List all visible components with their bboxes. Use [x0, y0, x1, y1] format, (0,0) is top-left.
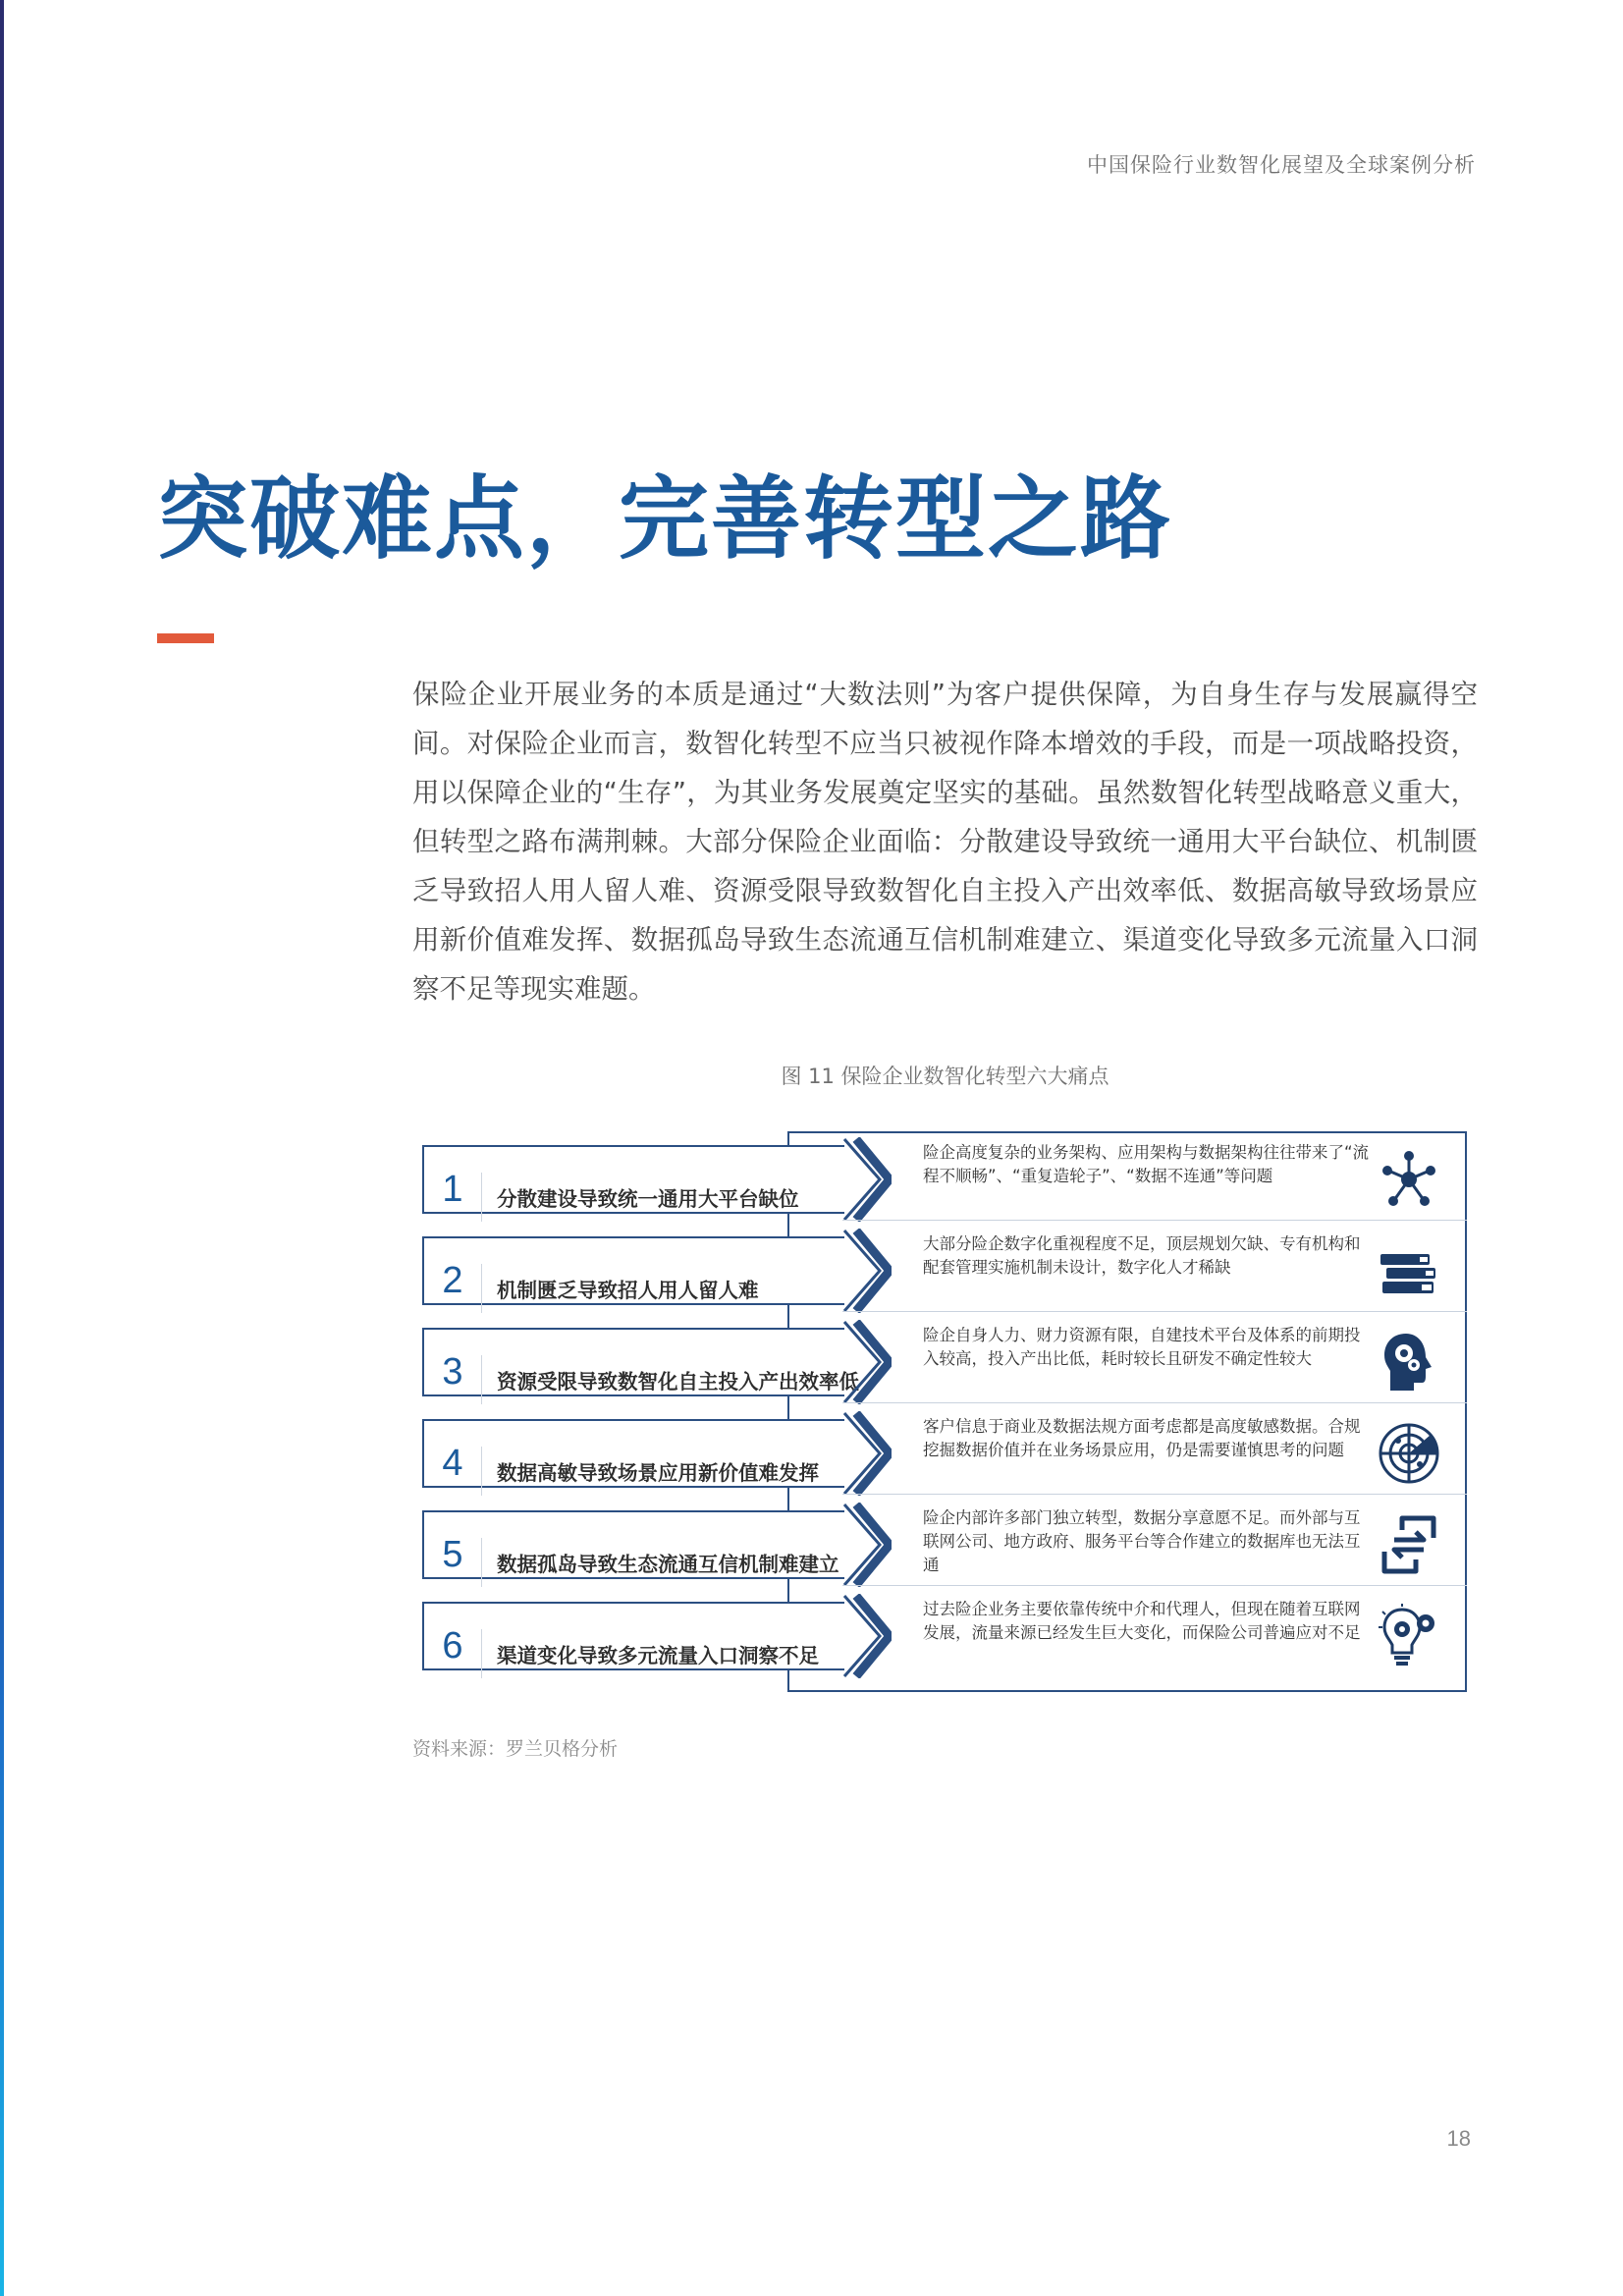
head-gears-icon — [1377, 1330, 1441, 1394]
pain-point-label: 资源受限导致数智化自主投入产出效率低 — [497, 1370, 859, 1394]
pain-point-number: 1 — [442, 1169, 463, 1210]
pain-point-row — [420, 1312, 1469, 1403]
page-number: 18 — [1446, 2126, 1471, 2151]
page-title: 突破难点，完善转型之路 — [157, 466, 1173, 572]
pain-point-row — [420, 1221, 1469, 1312]
running-header: 中国保险行业数智化展望及全球案例分析 — [1087, 153, 1476, 177]
chevron-right-icon — [840, 1503, 892, 1587]
pain-point-label: 机制匮乏导致招人用人留人难 — [497, 1279, 759, 1302]
pain-point-bar — [422, 1419, 844, 1488]
pain-point-label: 渠道变化导致多元流量入口洞察不足 — [497, 1644, 819, 1667]
title-accent-bar — [157, 633, 214, 643]
network-nodes-icon — [1377, 1147, 1441, 1212]
left-edge-stripe — [0, 0, 4, 2296]
pain-point-bar — [422, 1602, 844, 1670]
source-note: 资料来源：罗兰贝格分析 — [412, 1738, 619, 1760]
pain-point-bar — [422, 1510, 844, 1579]
pain-point-number: 6 — [442, 1625, 463, 1667]
pain-point-number: 2 — [442, 1260, 463, 1301]
pain-point-bar — [422, 1236, 844, 1305]
pain-point-description: 险企内部许多部门独立转型，数据分享意愿不足。而外部与互联网公司、地方政府、服务平台等合作建立的数据库也无法互通 — [923, 1508, 1361, 1574]
pain-points-figure — [420, 1129, 1469, 1694]
books-stack-icon — [1377, 1238, 1441, 1303]
pain-point-description: 险企高度复杂的业务架构、应用架构与数据架构往往带来了“流程不顺畅”、“重复造轮子”、“数据不连通”等问题 — [923, 1143, 1370, 1185]
pain-point-bar — [422, 1328, 859, 1396]
chevron-right-icon — [840, 1137, 892, 1222]
pain-point-label: 数据孤岛导致生态流通互信机制难建立 — [497, 1553, 839, 1576]
pain-point-description: 客户信息于商业及数据法规方面考虑都是高度敏感数据。合规挖掘数据价值并在业务场景应用，仍是需要谨慎思考的问题 — [923, 1417, 1361, 1459]
pain-point-number: 3 — [442, 1351, 463, 1393]
pain-point-number: 5 — [442, 1534, 463, 1575]
chevron-right-icon — [840, 1229, 892, 1313]
chevron-right-icon — [840, 1320, 892, 1404]
body-paragraph: 保险企业开展业务的本质是通过“大数法则”为客户提供保障，为自身生存与发展赢得空间。对保险企业而言，数智化转型不应当只被视作降本增效的手段，而是一项战略投资，用以保障企业的“生存”，为其业务发展奠定坚实的基础。虽然数智化转型战略意义重大，但转型之路布满荆棘。大部分保险企业面临：分散建设导致统一通用大平台缺位、机制匮乏导致招人用人留人难、资源受限导致数智化自主投入产出效率低、数据高敏导致场景应用新价值难发挥、数据孤岛导致生态流通互信机制难建立、渠道变化导致多元流量入口洞察不足等现实难题。 — [412, 679, 1478, 1005]
pain-point-bar — [422, 1145, 844, 1214]
pain-point-row — [420, 1495, 1469, 1586]
pain-point-description: 险企自身人力、财力资源有限，自建技术平台及体系的前期投入较高，投入产出比低，耗时较长且研发不确定性较大 — [923, 1326, 1361, 1368]
lightbulb-gears-icon — [1377, 1604, 1441, 1668]
pain-point-description: 大部分险企数字化重视程度不足，顶层规划欠缺、专有机构和配套管理实施机制未设计，数字化人才稀缺 — [923, 1234, 1361, 1277]
pain-point-label: 分散建设导致统一通用大平台缺位 — [497, 1187, 799, 1211]
exchange-arrows-icon — [1377, 1512, 1441, 1577]
pain-point-label: 数据高敏导致场景应用新价值难发挥 — [497, 1461, 819, 1485]
pain-point-row — [420, 1129, 1469, 1221]
pain-point-description: 过去险企业务主要依靠传统中介和代理人，但现在随着互联网发展，流量来源已经发生巨大变化，而保险公司普遍应对不足 — [923, 1600, 1361, 1642]
pain-point-row — [420, 1586, 1469, 1677]
chevron-right-icon — [840, 1411, 892, 1496]
pain-point-row — [420, 1403, 1469, 1495]
pain-point-number: 4 — [442, 1443, 463, 1484]
radar-icon — [1377, 1421, 1441, 1486]
figure-caption: 图 11 保险企业数智化转型六大痛点 — [781, 1065, 1109, 1088]
chevron-right-icon — [840, 1594, 892, 1678]
